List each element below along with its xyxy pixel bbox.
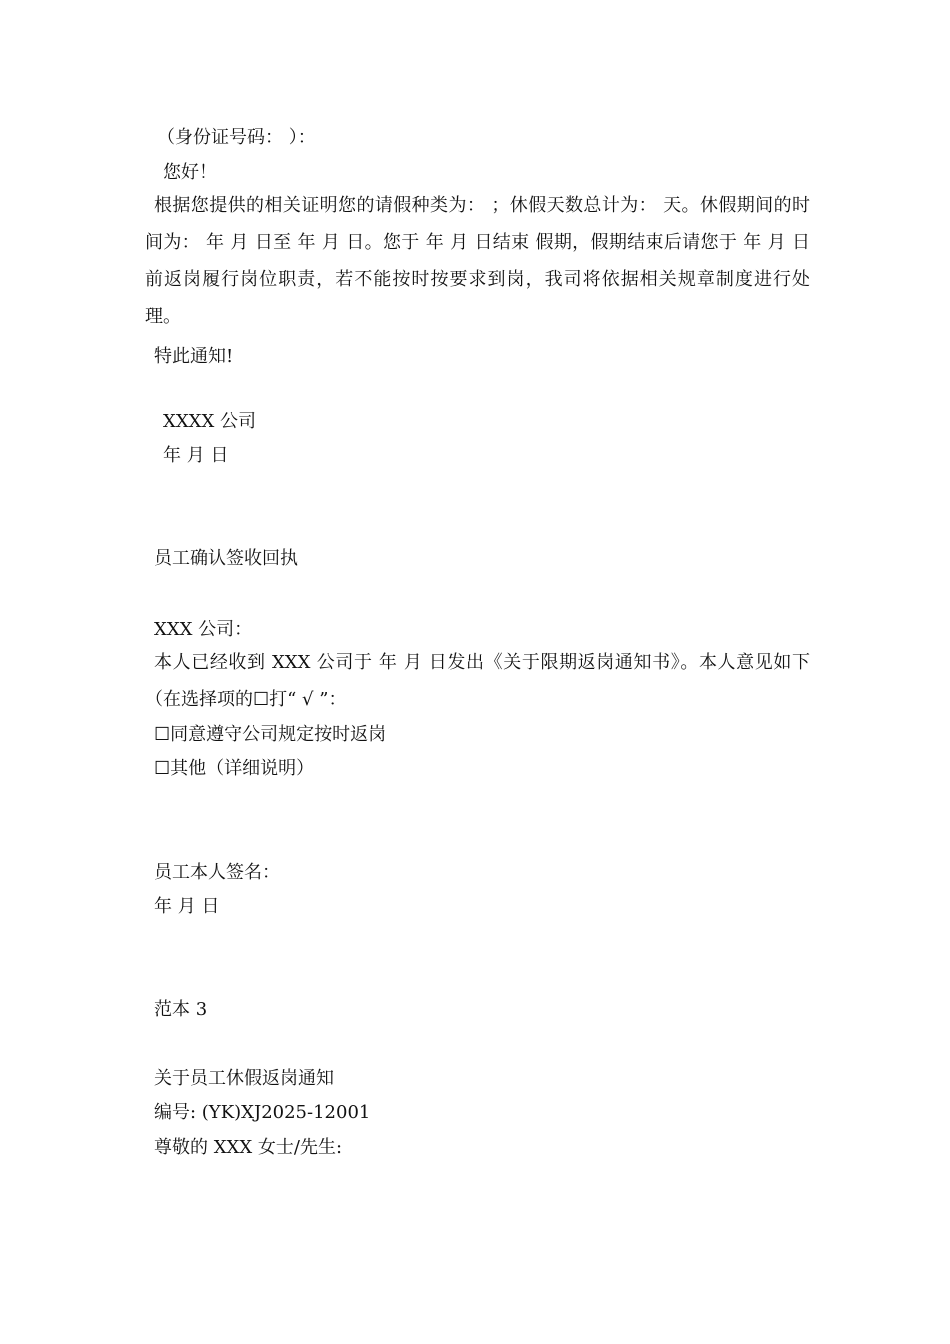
receipt-date: 年 月 日 <box>154 896 220 917</box>
notice-date: 年 月 日 <box>163 445 229 466</box>
document-number: 编号: (YK)XJ2025-12001 <box>154 1102 371 1123</box>
template-label: 范本 3 <box>154 999 208 1020</box>
company-name: XXXX 公司 <box>163 411 256 432</box>
notice-body: 根据您提供的相关证明您的请假种类为： ；休假天数总计为： 天。休假期间的时间为： 年 月 日至 年 月 日。您于 年 月 日结束 假期，假期结束后请您于 年 月 日前返岗履行岗位职责，若不能按时按要求到岗，我司将依据相关规章制度进行处理。 <box>145 195 810 327</box>
id-number-line: （身份证号码： ）： <box>157 127 316 148</box>
option-other: ☐其他（详细说明） <box>154 758 315 779</box>
template-title: 关于员工休假返岗通知 <box>154 1068 334 1089</box>
option-agree: ☐同意遵守公司规定按时返岗 <box>154 724 387 745</box>
receipt-title: 员工确认签收回执 <box>154 548 298 569</box>
greeting: 您好！ <box>163 162 217 183</box>
employee-signature: 员工本人签名： <box>154 862 280 883</box>
receipt-body: 本人已经收到 XXX 公司于 年 月 日发出《关于限期返岗通知书》。本人意见如下（在选择项的☐打“ √ ”： <box>145 652 810 710</box>
receipt-addressee: XXX 公司： <box>154 619 253 640</box>
notice-closing: 特此通知! <box>154 346 234 367</box>
salutation: 尊敬的 XXX 女士/先生: <box>154 1137 343 1158</box>
